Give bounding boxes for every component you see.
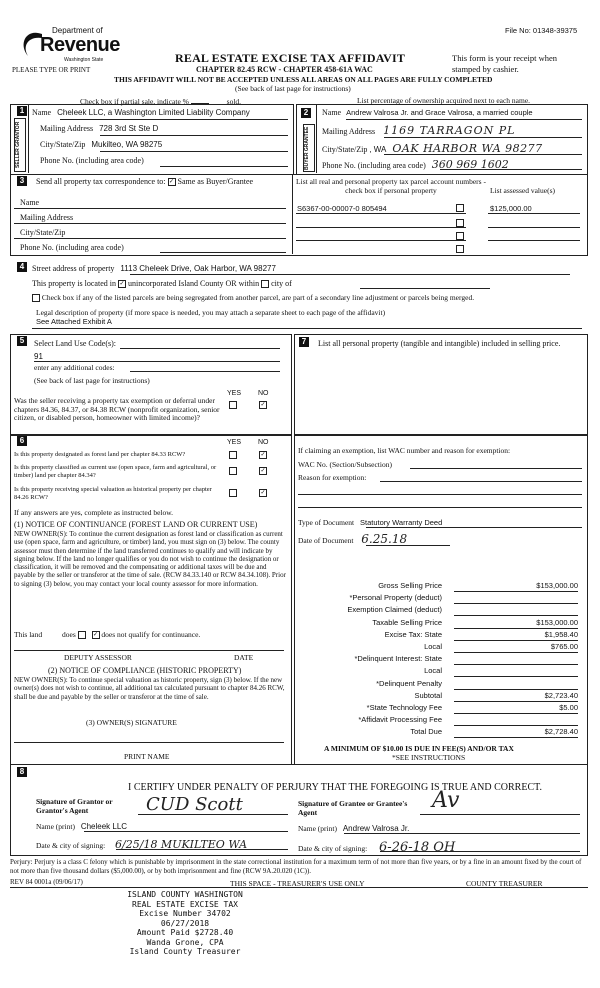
same-as-buyer-checkbox[interactable]: ✓ [169,179,175,186]
totals-row [298,629,582,641]
totals-row [298,592,582,604]
grantee-date[interactable]: 6-26-18 OH [379,840,456,855]
seller-city[interactable]: Mukilteo, WA 98275 [91,140,163,149]
sec5-yes: YES [227,390,242,397]
personal-property-label: List all personal property (tangible and intangible) included in selling price. [318,339,561,348]
land-use-label: Select Land Use Code(s): [34,339,116,348]
totals-value[interactable]: $1,958.40 [454,630,578,641]
buyer-address-label: Mailing Address [322,127,376,136]
city-of-label: city of [271,279,292,288]
unincorporated-checkbox[interactable]: ✓ [119,281,125,288]
totals-row [298,604,582,616]
seller-phone-label: Phone No. (including area code) [40,156,144,165]
stamp-line-2: REAL ESTATE EXCISE TAX [132,899,238,909]
seller-side-label: SELLER GRANTOR [14,118,26,172]
assessed-header: List assessed value(s) [490,186,555,195]
sec6-yes: YES [227,439,242,446]
segregated-label: Check box if any of the listed parcels are being segregated from another parcel, are part of a secondary line adjustment or parcels being merged. [41,293,475,302]
section-6-box [10,434,292,765]
dept-of: Department of [52,26,103,35]
section-2-number: 2 [301,108,311,118]
totals-label: *Affidavit Processing Fee [358,715,442,725]
minimum-note: A MINIMUM OF $10.00 IS DUE IN FEE(S) AND/OR TAX [324,744,514,753]
receipt-note: This form is your receipt when stamped by cashier. [452,53,558,74]
legal-label: Legal description of property (if more space is needed, you may attach a separate sheet to each page of the affidavit) [36,308,386,317]
sec6-q3: Is this property receiving special valuation as historical property per chapter 84.26 RCW? [14,486,212,501]
does-not-checkbox[interactable]: ✓ [92,632,99,639]
buyer-phone-label: Phone No. (including area code) [322,161,426,170]
personal-property-checkbox-4[interactable] [456,245,464,253]
located-county: unincorporated Island County OR within [127,279,260,288]
notice2-title: (2) NOTICE OF COMPLIANCE (HISTORIC PROPERTY) [48,666,242,675]
seller-name[interactable]: Cheleek LLC, a Washington Limited Liability Company [57,108,250,117]
sec5-no-checkbox[interactable]: ✓ [260,402,266,408]
totals-label: Total Due [410,727,442,737]
totals-label: *State Technology Fee [366,702,442,712]
sec3-phone-label: Phone No. (including area code) [20,243,124,252]
buyer-city[interactable]: OAK HARBOR WA 98277 [392,142,543,155]
wac-label: WAC No. (Section/Subsection) [298,460,392,469]
doc-date-label: Date of Document [298,536,354,545]
totals-row [298,690,582,702]
partial-sale-label: Check box if partial sale, indicate % [80,97,189,106]
brand-state: Washington State [64,57,104,63]
buyer-side-label: BUYER GRANTEE [303,124,315,172]
grantor-sig-label: Signature of Grantor or Grantor's Agent [36,797,113,815]
perjury-note: Perjury: Perjury is a class C felony which is punishable by imprisonment in the state correctional institution for a maximum term of not more than five years, or by a fine in an amount fixed by the court of not more than five thousand dollars ($5,000.00), or by both imprisonment and fine (RCW 9A.20.020 (1C)). [10,858,582,875]
totals-label: *Delinquent Penalty [376,678,442,688]
seller-city-label: City/State/Zip [40,140,86,149]
personal-property-checkbox-3[interactable] [456,232,464,240]
totals-value[interactable] [454,605,578,616]
sec5-see-back: (See back of last page for instructions) [34,376,150,385]
sec6-q3-yes[interactable] [229,489,237,497]
totals-row [298,702,582,714]
street-label: Street address of property [32,264,115,273]
totals-value[interactable] [454,666,578,677]
this-land-label: This land [14,630,43,639]
city-checkbox[interactable] [261,280,269,288]
brand-name: Revenue [40,34,120,56]
grantee-sig-label: Signature of Grantee or Grantee's Agent [298,799,408,817]
totals-value[interactable]: $153,000.00 [454,581,578,592]
does-label: does [62,630,76,639]
rev-number: REV 84 0001a (09/06/17) [10,878,83,886]
send-correspondence-label: Send all property tax correspondence to: [36,177,166,186]
stamp-line-5: Amount Paid $2728.40 [136,928,234,937]
assessed-value[interactable]: $125,000.00 [490,204,532,213]
does-not-label: does not qualify for continuance. [101,630,201,639]
totals-label: Subtotal [414,690,442,700]
sec6-q2-yes[interactable] [229,467,237,475]
section-4-number: 4 [17,262,27,272]
totals-label: Gross Selling Price [378,581,442,590]
totals-row [298,580,582,592]
totals-label: *Personal Property (deduct) [349,593,442,603]
treasurer-stamp [100,890,270,957]
doc-type-label: Type of Document [298,518,355,527]
land-use-code[interactable]: 91 [34,352,43,361]
buyer-city-prefix: , WA [369,145,387,154]
section-7-box [294,334,588,436]
notice1-title: (1) NOTICE OF CONTINUANCE (FOREST LAND OR CURRENT USE) [14,520,258,529]
ownership-note: List percentage of ownership acquired next to each name. [357,96,531,105]
totals-row [298,726,582,738]
totals-row [298,665,582,677]
street-address[interactable]: 1113 Cheleek Drive, Oak Harbor, WA 98277 [120,264,276,273]
reason-label: Reason for exemption: [298,473,367,482]
personal-property-checkbox-1[interactable] [456,204,464,212]
notice1-text: NEW OWNER(S): To continue the current designation as forest land or classification as current use (open space, farm and agriculture, or timber) land, you must sign on (3) below. The county assessor must then determine if the land transferred continues to qualify and will indicate by signing below. If the land no longer qualifies or you do not wish to continue the designation or classification, it will be removed and the compensating or additional taxes will be due and payable by the seller or transferor at the time of sale. (RCW 84.33.140 or RCW 84.34.108). Prior to signing (3) below, you may contact your local county assessor for more information. [14,530,286,588]
grantee-signature[interactable]: Av [432,788,460,813]
sec6-q1: Is this property designated as forest land per chapter 84.33 RCW? [14,451,186,458]
totals-row [298,641,582,653]
grantor-name-label: Name (print) [36,822,75,831]
file-no: File No: 01348-39375 [505,26,578,35]
print-name-label: PRINT NAME [124,752,170,761]
date-label: DATE [234,653,254,662]
seller-address-label: Mailing Address [40,124,94,133]
stamp-line-6: Wanda Grone, CPA [146,937,224,947]
exemption-question: Was the seller receiving a property tax exemption or deferral under chapters 84.36, 84.37, or 84.38 RCW (nonprofit organization, senior citizen, or disabled person, homeowner with limited income)? [14,396,220,422]
totals-value[interactable] [454,715,578,726]
totals-label: *Delinquent Interest: State [354,654,442,664]
buyer-address[interactable]: 1169 TARRAGON PL [383,124,516,137]
sec6-if-yes: If any answers are yes, complete as instructed below. [14,508,174,517]
does-checkbox[interactable] [78,631,86,639]
section-7-number: 7 [299,337,309,347]
located-label: This property is located in [32,279,116,288]
see-instructions: *SEE INSTRUCTIONS [392,753,466,762]
grantee-name-label: Name (print) [298,824,337,833]
see-back-header: (See back of last page for instructions) [235,84,351,93]
totals-label: Local [424,641,442,651]
partial-pct-blank[interactable] [191,96,209,104]
buyer-city-label: City/State/Zip [322,145,368,154]
form-title: REAL ESTATE EXCISE TAX AFFIDAVIT [175,51,406,65]
section-1-number: 1 [17,106,27,116]
certify-line: I CERTIFY UNDER PENALTY OF PERJURY THAT THE FOREGOING IS TRUE AND CORRECT. [128,782,542,793]
buyer-name[interactable]: Andrew Valrosa Jr. and Grace Valrosa, a married couple [346,108,533,117]
buyer-name-label: Name [322,108,342,117]
sec6-q2-no[interactable]: ✓ [260,468,266,474]
totals-value[interactable] [454,593,578,604]
sec6-q2: Is this property classified as current use (open space, farm and agricultural, or timber) land per chapter 84.34? [14,464,217,479]
grantee-date-label: Date & city of signing: [298,844,368,853]
seller-name-label: Name [32,108,52,117]
treasurer-only: THIS SPACE - TREASURER'S USE ONLY [230,879,365,888]
totals-label: Exemption Claimed (deduct) [347,605,442,615]
seller-address[interactable]: 728 3rd St Ste D [99,124,159,133]
personal-property-checkbox-2[interactable] [456,219,464,227]
legal-value[interactable]: See Attached Exhibit A [36,317,112,326]
totals-row [298,617,582,629]
sec3-name-label: Name [20,198,40,207]
stamp-line-7: Island County Treasurer [129,947,241,956]
sold-label: sold. [226,97,242,106]
stamp-line-4: 06/27/2018 [160,918,210,928]
parcel-list-header: List all real and personal property tax parcel account numbers - check box if personal property [296,177,486,195]
sec5-yes-checkbox[interactable] [229,401,237,409]
grantor-name[interactable]: Cheleek LLC [80,822,128,831]
additional-codes-label: enter any additional codes: [34,363,115,372]
same-as-buyer-label: Same as Buyer/Grantee [177,177,254,186]
section-6-number: 6 [17,436,27,446]
section-5-number: 5 [17,336,27,346]
county-treasurer: COUNTY TREASURER [466,879,543,888]
section-8-number: 8 [17,767,27,777]
buyer-phone[interactable]: 360 969 1602 [431,158,509,171]
totals-value[interactable]: $2,728.40 [454,727,578,738]
sec6-no: NO [258,439,269,446]
deputy-assessor-label: DEPUTY ASSESSOR [64,653,132,662]
please-type: PLEASE TYPE OR PRINT [12,66,91,74]
sec6-q1-yes[interactable] [229,451,237,459]
section-3-number: 3 [17,176,27,186]
totals-label: Taxable Selling Price [372,617,442,627]
grantor-date[interactable]: 6/25/18 MUKILTEO WA [115,838,248,851]
sec5-no: NO [258,390,269,397]
exemption-label: If claiming an exemption, list WAC number and reason for exemption: [298,446,511,455]
doc-date[interactable]: 6.25.18 [361,532,408,546]
totals-row [298,653,582,665]
totals-table [298,580,582,738]
sec3-city-label: City/State/Zip [20,228,66,237]
segregated-checkbox[interactable] [32,294,40,302]
stamp-line-1: ISLAND COUNTY WASHINGTON [127,890,243,899]
totals-value[interactable]: $2,723.40 [454,691,578,702]
sec3-addr-label: Mailing Address [20,213,74,222]
totals-row [298,678,582,690]
grantor-date-label: Date & city of signing: [36,841,106,850]
parcel-number[interactable]: S6367-00-00007-0 805494 [297,204,387,213]
form-chapter: CHAPTER 82.45 RCW - CHAPTER 458-61A WAC [196,65,373,74]
owner-signature-label: (3) OWNER(S) SIGNATURE [86,718,177,727]
dor-logo [18,26,118,66]
totals-value[interactable] [454,679,578,690]
totals-label: Excise Tax: State [384,629,442,639]
totals-value[interactable]: $765.00 [454,642,578,653]
totals-value[interactable]: $153,000.00 [454,618,578,629]
notice2-text: NEW OWNER(S): To continue special valuation as historic property, sign (3) below. If the new owner(s) does not wish to continue, all additional tax calculated pursuant to chapter 84.26 RCW, shall be due and payable by the seller or transferor at the time of sale. [14,676,285,701]
warning-line: THIS AFFIDAVIT WILL NOT BE ACCEPTED UNLESS ALL AREAS ON ALL PAGES ARE FULLY COMPLETED [114,75,493,84]
totals-value[interactable]: $5.00 [454,703,578,714]
totals-label: Local [424,666,442,676]
doc-type[interactable]: Statutory Warranty Deed [360,518,443,527]
totals-value[interactable] [454,654,578,665]
sec6-q1-no[interactable]: ✓ [260,452,266,458]
stamp-line-3: Excise Number 34702 [139,909,231,918]
grantor-signature[interactable]: CUD Scott [146,794,243,815]
grantee-name[interactable]: Andrew Valrosa Jr. [342,824,410,833]
sec6-q3-no[interactable]: ✓ [260,490,266,496]
totals-row [298,714,582,726]
